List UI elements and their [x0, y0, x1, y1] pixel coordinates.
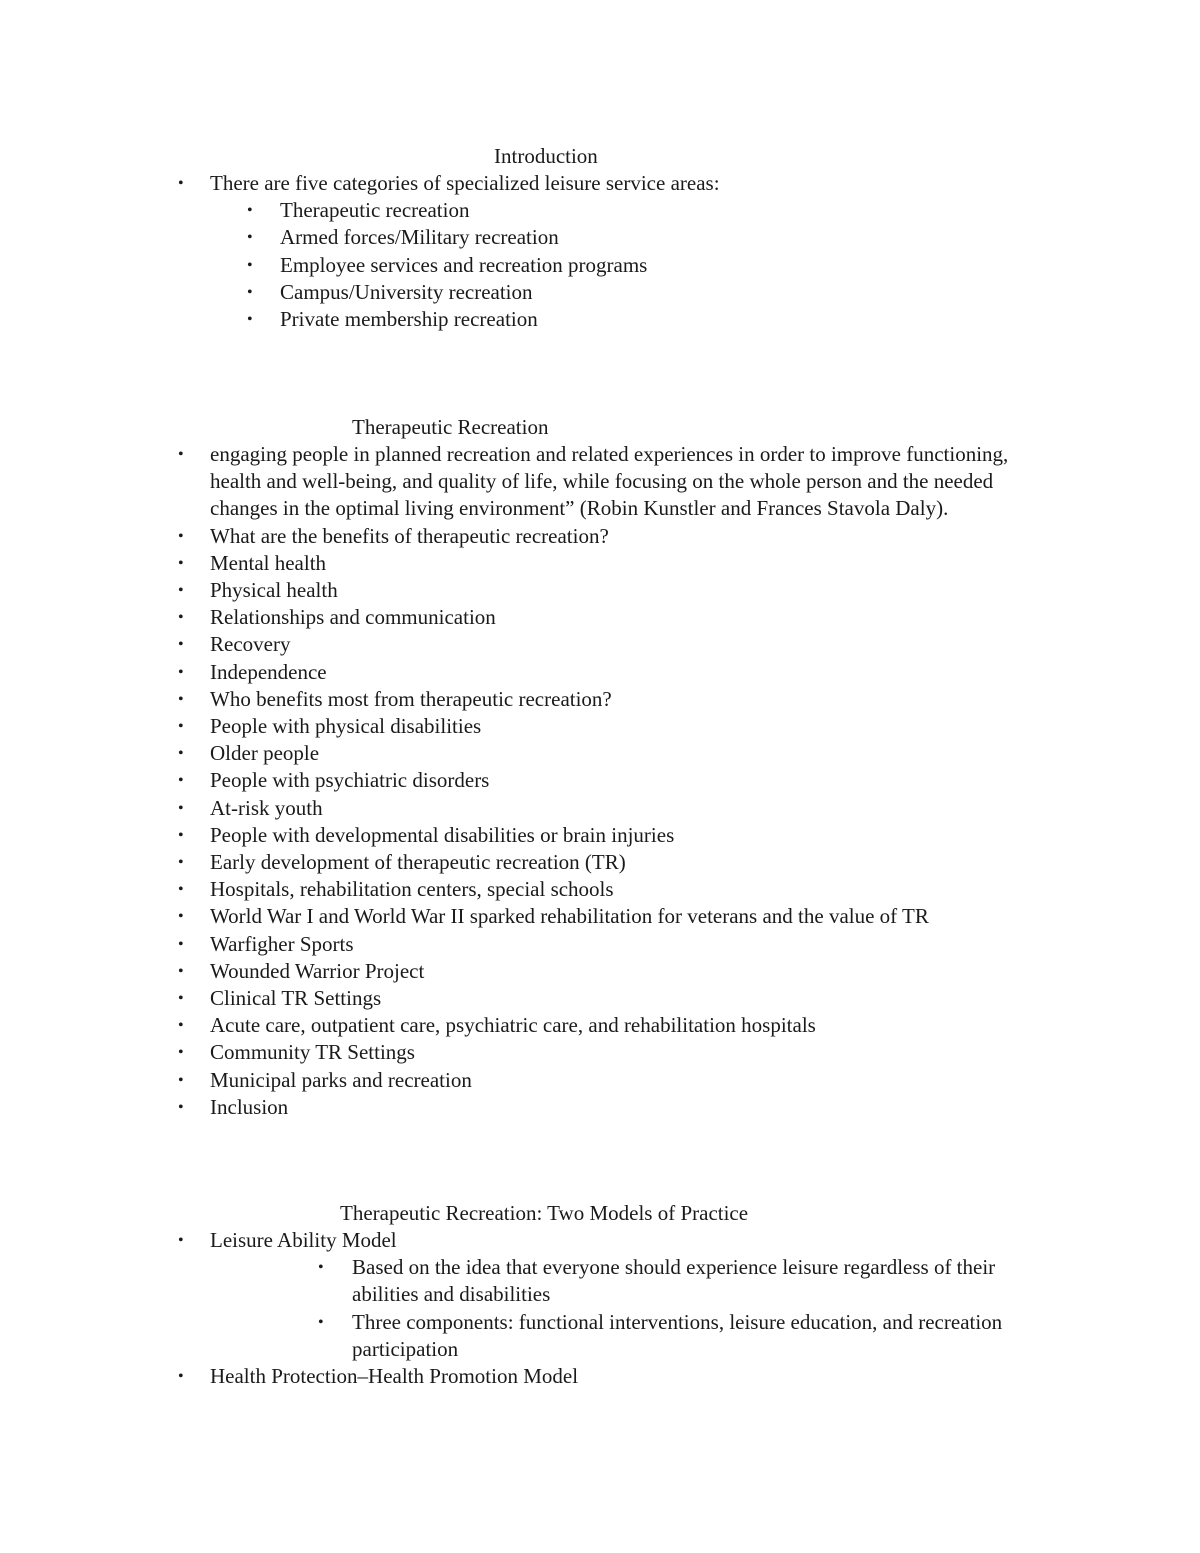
list-item — [316, 1254, 1036, 1308]
list-item-text: At-risk youth — [210, 795, 323, 820]
list-item-text: Warfigher Sports — [210, 931, 354, 956]
intro-sublist — [245, 197, 1105, 333]
bullet-icon: • — [178, 175, 184, 192]
section-title-introduction: Introduction — [494, 144, 598, 168]
bullet-icon: • — [178, 718, 184, 736]
list-item — [175, 876, 1035, 903]
bullet-icon: • — [247, 202, 253, 220]
list-item — [245, 197, 1105, 224]
bullet-icon: • — [178, 1232, 184, 1249]
bullet-icon: • — [178, 799, 184, 817]
intro-list — [175, 170, 1035, 333]
list-item-text: People with developmental disabilities or brain injuries — [210, 822, 675, 847]
list-item — [175, 170, 1035, 197]
list-item — [175, 659, 1035, 686]
list-item-text: Private membership recreation — [280, 307, 538, 332]
bullet-icon: • — [178, 935, 184, 953]
list-item-text: Leisure Ability Model — [210, 1228, 397, 1252]
list-item-text: Based on the idea that everyone should experience leisure regardless of their abilities and disabilities — [352, 1255, 996, 1307]
list-item — [175, 903, 1035, 930]
bullet-icon: • — [178, 826, 184, 844]
list-item-text: Independence — [210, 659, 327, 684]
list-item — [175, 1227, 1035, 1254]
bullet-icon: • — [178, 527, 184, 545]
list-item — [175, 550, 1035, 577]
bullet-icon: • — [178, 1098, 184, 1116]
list-item-text: There are five categories of specialized leisure service areas: — [210, 171, 720, 195]
bullet-icon: • — [178, 990, 184, 1008]
bullet-icon: • — [178, 609, 184, 627]
therapeutic-recreation-list — [175, 441, 1035, 1121]
list-item — [245, 224, 1105, 251]
list-item-text: engaging people in planned recreation and related experiences in order to improve functioning, health and well-being, and quality of life, while focusing on the whole person and the needed changes in the optimal living environment” (Robin Kunstler and Frances Stavola Daly). — [210, 442, 1009, 521]
list-item-text: People with physical disabilities — [210, 714, 482, 739]
list-item-text: Employee services and recreation programs — [280, 252, 648, 277]
bullet-icon: • — [247, 311, 253, 329]
bullet-icon: • — [178, 554, 184, 572]
list-item-text: Campus/University recreation — [280, 279, 533, 304]
list-item — [245, 279, 1105, 306]
list-item-text: Acute care, outpatient care, psychiatric care, and rehabilitation hospitals — [210, 1013, 816, 1038]
list-item — [175, 1094, 1035, 1121]
list-item-text: Wounded Warrior Project — [210, 958, 425, 983]
list-item-text: Municipal parks and recreation — [210, 1067, 472, 1092]
list-item-text: World War I and World War II sparked rehabilitation for veterans and the value of TR — [210, 904, 929, 929]
list-item — [175, 441, 1035, 523]
list-item — [175, 713, 1035, 740]
bullet-icon: • — [178, 1071, 184, 1089]
list-item-text: Who benefits most from therapeutic recreation? — [210, 686, 612, 711]
list-item — [316, 1309, 1036, 1363]
list-item-text: People with psychiatric disorders — [210, 768, 490, 793]
list-item — [175, 985, 1035, 1012]
list-item — [175, 577, 1035, 604]
section-title-therapeutic-recreation: Therapeutic Recreation — [352, 415, 549, 439]
list-item — [175, 523, 1035, 550]
list-item-text: What are the benefits of therapeutic recreation? — [210, 523, 609, 548]
list-item — [175, 1067, 1035, 1094]
list-item-text: Physical health — [210, 578, 338, 603]
list-item-text: Hospitals, rehabilitation centers, special schools — [210, 877, 614, 902]
bullet-icon: • — [318, 1313, 324, 1331]
list-item — [175, 931, 1035, 958]
list-item-text: Health Protection–Health Promotion Model — [210, 1364, 579, 1389]
list-item — [175, 1012, 1035, 1039]
list-item — [175, 1363, 1035, 1390]
bullet-icon: • — [178, 582, 184, 600]
list-item-text: Inclusion — [210, 1094, 289, 1119]
bullet-icon: • — [178, 636, 184, 654]
bullet-icon: • — [178, 881, 184, 899]
list-item-text: Community TR Settings — [210, 1040, 415, 1065]
list-item — [245, 306, 1105, 333]
list-item-text: Recovery — [210, 632, 291, 657]
list-item-text: Early development of therapeutic recreation (TR) — [210, 850, 626, 875]
bullet-icon: • — [178, 745, 184, 763]
list-item — [175, 958, 1035, 985]
list-item-text: Armed forces/Military recreation — [280, 225, 559, 250]
bullet-icon: • — [178, 1368, 184, 1386]
bullet-icon: • — [247, 256, 253, 274]
list-item-text: Three components: functional interventions, leisure education, and recreation participation — [352, 1309, 1003, 1361]
bullet-icon: • — [178, 690, 184, 708]
list-item-text: Therapeutic recreation — [280, 198, 470, 223]
list-item — [175, 795, 1035, 822]
models-list — [175, 1227, 1035, 1390]
bullet-icon: • — [318, 1259, 324, 1277]
list-item — [175, 849, 1035, 876]
list-item-text: Mental health — [210, 550, 327, 575]
models-sublist — [316, 1254, 1036, 1363]
list-item — [175, 740, 1035, 767]
bullet-icon: • — [178, 663, 184, 681]
bullet-icon: • — [178, 962, 184, 980]
list-item — [245, 252, 1105, 279]
bullet-icon: • — [178, 772, 184, 790]
bullet-icon: • — [178, 1044, 184, 1062]
list-item — [175, 604, 1035, 631]
list-item — [175, 822, 1035, 849]
bullet-icon: • — [178, 1017, 184, 1035]
bullet-icon: • — [178, 446, 184, 463]
bullet-icon: • — [178, 908, 184, 926]
section-title-two-models: Therapeutic Recreation: Two Models of Practice — [340, 1201, 749, 1225]
list-item-text: Older people — [210, 741, 320, 766]
bullet-icon: • — [247, 283, 253, 301]
bullet-icon: • — [247, 229, 253, 247]
list-item — [175, 631, 1035, 658]
list-item — [175, 686, 1035, 713]
list-item-text: Relationships and communication — [210, 605, 496, 630]
list-item-text: Clinical TR Settings — [210, 986, 382, 1011]
list-item — [175, 1039, 1035, 1066]
list-item — [175, 767, 1035, 794]
bullet-icon: • — [178, 854, 184, 872]
